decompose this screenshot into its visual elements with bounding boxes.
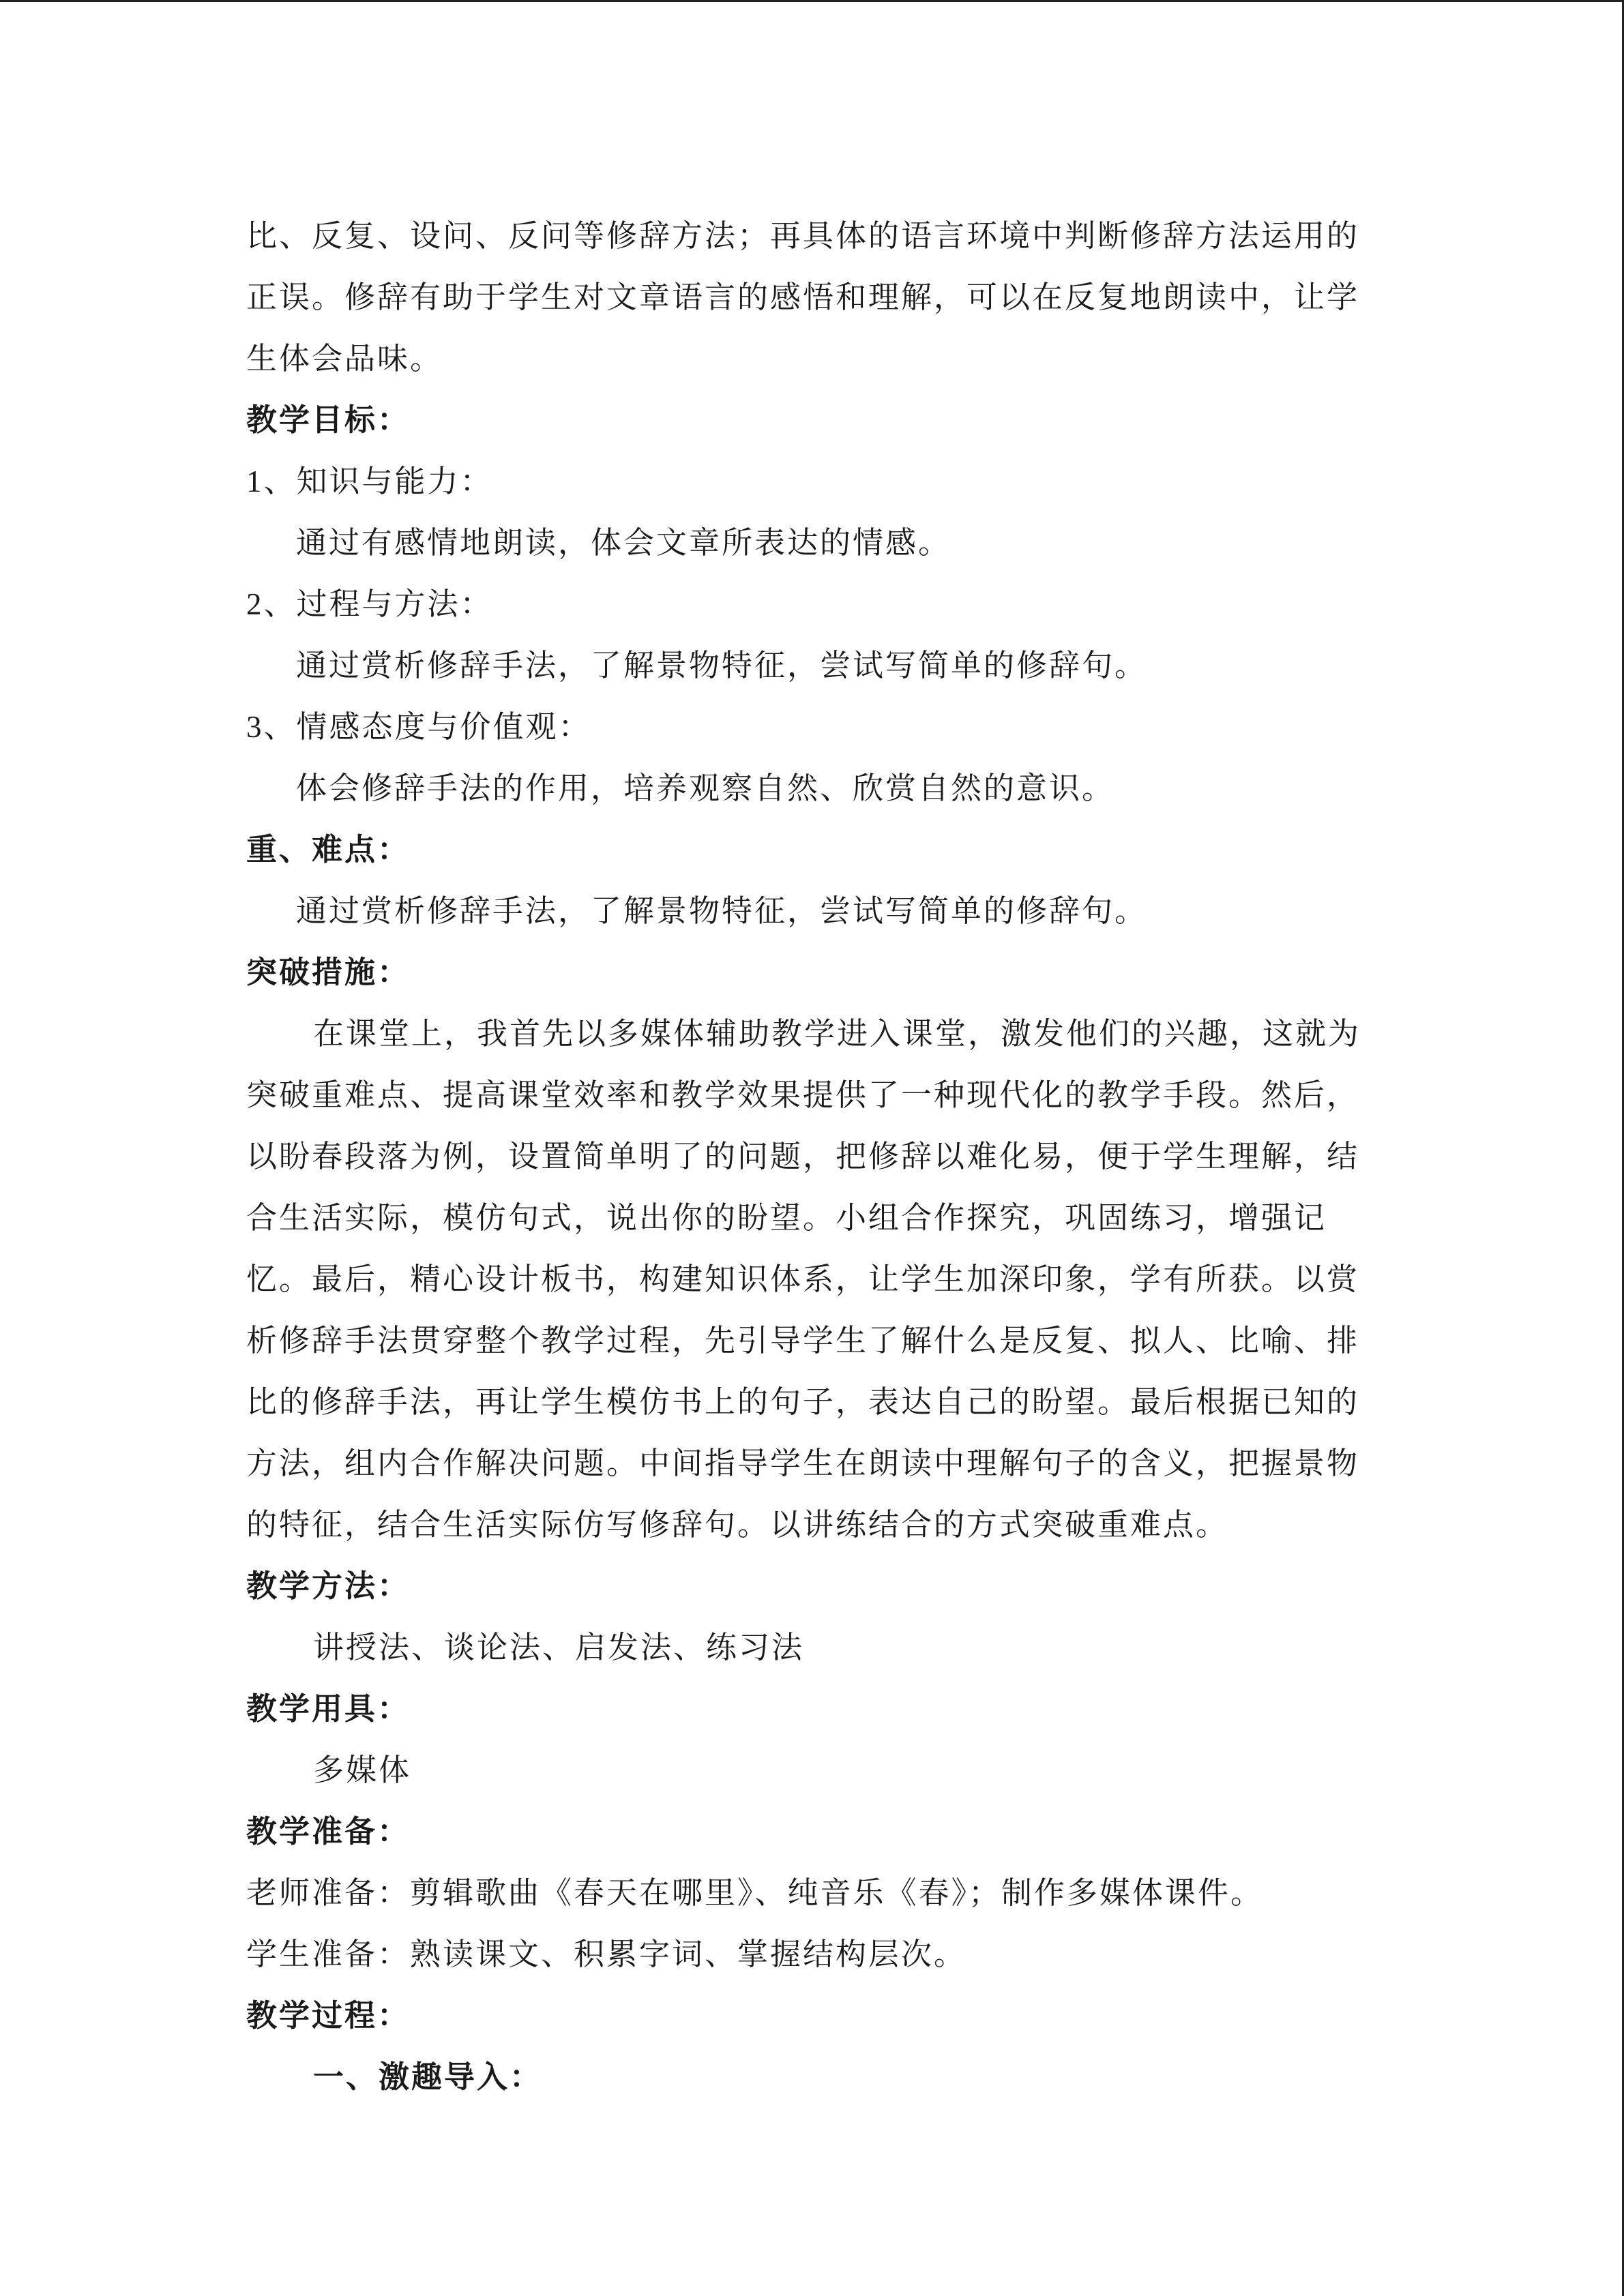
paragraph-line: 析修辞手法贯穿整个教学过程，先引导学生了解什么是反复、拟人、比喻、排 [246, 1324, 1360, 1358]
section-heading-process: 教学过程： [246, 1999, 411, 2033]
paragraph-line: 合生活实际，模仿句式，说出你的盼望。小组合作探究，巩固练习，增强记 [246, 1201, 1327, 1235]
methods-text: 讲授法、谈论法、启发法、练习法 [313, 1630, 805, 1665]
objective-text: 通过有感情地朗读，体会文章所表达的情感。 [296, 526, 951, 560]
preparation-section [246, 1801, 1378, 1985]
paragraph-line: 突破重难点、提高课堂效率和教学效果提供了一种现代化的教学手段。然后， [246, 1078, 1360, 1112]
paragraph-line: 比、反复、设问、反问等修辞方法；再具体的语言环境中判断修辞方法运用的 [246, 219, 1360, 253]
objective-label: 3、情感态度与价值观： [246, 710, 591, 744]
breakthrough-section [246, 942, 1378, 1555]
process-step-heading: 一、激趣导入： [313, 2060, 543, 2094]
objective-label: 1、知识与能力： [246, 464, 493, 498]
objective-text: 通过赏析修辞手法，了解景物特征，尝试写简单的修辞句。 [296, 648, 1148, 683]
section-heading-objectives: 教学目标： [246, 403, 411, 437]
paragraph-line: 在课堂上，我首先以多媒体辅助教学进入课堂，激发他们的兴趣，这就为 [313, 1017, 1361, 1051]
section-heading-preparation: 教学准备： [246, 1815, 411, 1849]
student-preparation: 学生准备：熟读课文、积累字词、掌握结构层次。 [246, 1937, 967, 1971]
section-heading-methods: 教学方法： [246, 1569, 411, 1603]
teacher-preparation: 老师准备：剪辑歌曲《春天在哪里》、纯音乐《春》；制作多媒体课件。 [246, 1876, 1264, 1910]
paragraph-line: 正误。修辞有助于学生对文章语言的感悟和理解，可以在反复地朗读中，让学 [246, 280, 1360, 314]
tools-section [246, 1678, 1378, 1801]
section-heading-breakthrough: 突破措施： [246, 955, 411, 989]
paragraph-line: 以盼春段落为例，设置简单明了的问题，把修辞以难化易，便于学生理解，结 [246, 1139, 1360, 1174]
objectives-section [246, 389, 1378, 819]
tools-text: 多媒体 [313, 1753, 412, 1787]
key-points-text: 通过赏析修辞手法，了解景物特征，尝试写简单的修辞句。 [296, 894, 1148, 928]
key-points-section [246, 819, 1378, 942]
paragraph-line: 比的修辞手法，再让学生模仿书上的句子，表达自己的盼望。最后根据已知的 [246, 1385, 1360, 1419]
document-body [246, 205, 1378, 2108]
paragraph-line: 方法，组内合作解决问题。中间指导学生在朗读中理解句子的含义，把握景物 [246, 1446, 1360, 1480]
intro-paragraph [246, 205, 1378, 389]
section-heading-tools: 教学用具： [246, 1692, 411, 1726]
paragraph-line: 的特征，结合生活实际仿写修辞句。以讲练结合的方式突破重难点。 [246, 1508, 1229, 1542]
paragraph-line: 生体会品味。 [246, 342, 443, 376]
objective-text: 体会修辞手法的作用，培养观察自然、欣赏自然的意识。 [296, 771, 1115, 805]
paragraph-line: 忆。最后，精心设计板书，构建知识体系，让学生加深印象，学有所获。以赏 [246, 1262, 1360, 1296]
process-section [246, 1985, 1378, 2108]
methods-section [246, 1555, 1378, 1678]
section-heading-key-points: 重、难点： [246, 833, 411, 867]
objective-label: 2、过程与方法： [246, 587, 493, 621]
